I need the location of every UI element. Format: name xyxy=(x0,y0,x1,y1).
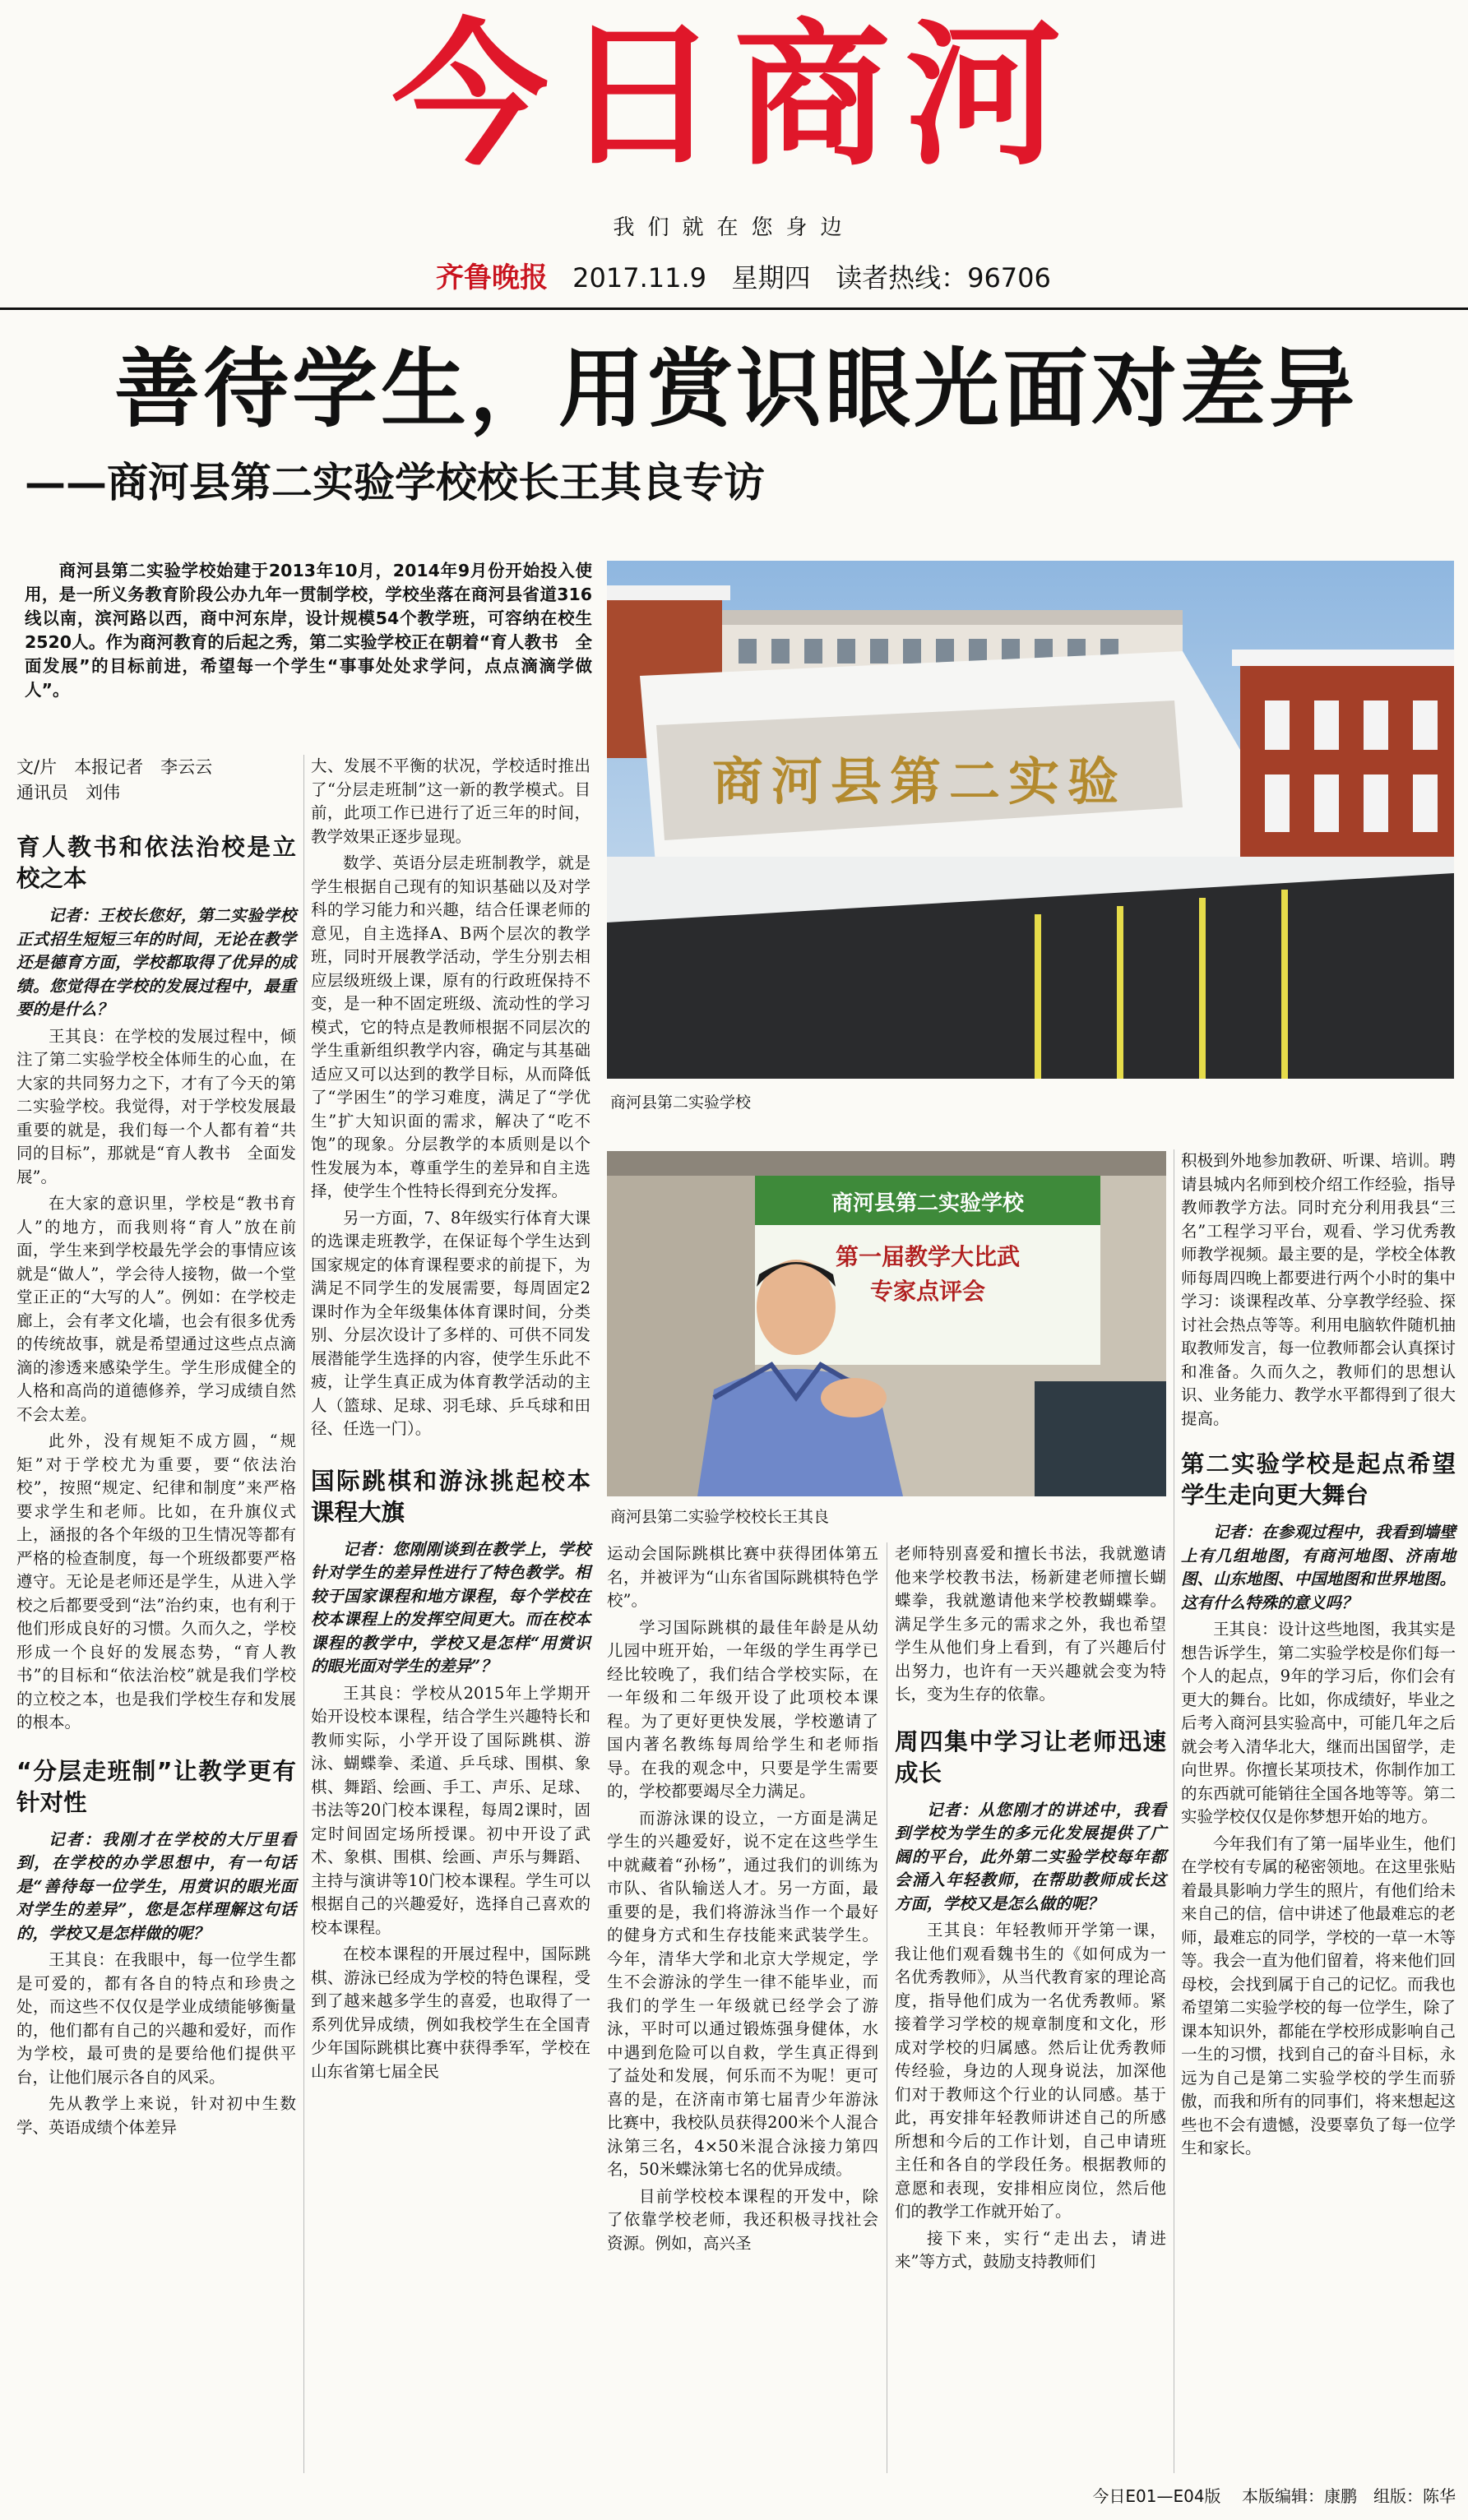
screen-subtitle-2: 专家点评会 xyxy=(869,1278,986,1305)
masthead-title: 今日商河 xyxy=(391,5,1077,187)
masthead-info xyxy=(436,255,1176,294)
school-photo-image xyxy=(607,561,1454,1079)
question-4: 记者：从您刚才的讲述中，我看到学校为学生的多元化发展提供了广阔的平台，此外第二实验学校每年都会涌入年轻教师，在帮助教师成长这方面，学校又是怎么做的呢？ xyxy=(895,1800,1166,1913)
principal-photo xyxy=(607,1151,1166,1496)
page-footer xyxy=(1061,2483,1456,2507)
question-1: 记者：王校长您好，第二实验学校正式招生短短三年的时间，无论在教学还是德育方面，学校都取得了优异的成绩。您觉得在学校的发展过程中，最重要的是什么？ xyxy=(16,906,296,1019)
reader-hotline: 读者热线：96706 xyxy=(836,262,1051,294)
photo-caption-1: 商河县第二实验学校 xyxy=(610,1094,752,1112)
paragraph: 而游泳课的设立，一方面是满足学生的兴趣爱好，说不定在这些学生中就藏着“孙杨”，通过我们的训练为市队、省队输送人才。另一方面，最重要的是，我们将游泳当作一个最好的健身方式和生存技能来武装学生。今年，清华大学和北京大学规定，学生不会游泳的学生一律不能毕业，而我们的学生一年级就已经学会了游泳，平时可以通过锻炼强身健体，水中遇到危险可以自救，学生真正得到了益处和发展，何乐而不为呢！更可喜的是，在济南市第七届青少年游泳比赛中，我校队员获得200米个人混合泳第三名，4×50米混合泳接力第四名，50米蝶泳第七名的优异成绩。 xyxy=(607,1808,878,2179)
newspaper-logo: 齐鲁晚报 xyxy=(436,261,548,294)
paragraph: 在校本课程的开展过程中，国际跳棋、游泳已经成为学校的特色课程，受到了越来越多学生的喜爱，也取得了一系列优异成绩，例如我校学生在全国青少年国际跳棋比赛中获得季军，学校在山东省第七届全民 xyxy=(311,1944,590,2081)
school-photo xyxy=(607,561,1454,1079)
lead-paragraph xyxy=(25,559,592,702)
question-5: 记者：在参观过程中，我看到墙壁上有几组地图，有商河地图、济南地图、山东地图、中国地图和世界地图。这有什么特殊的意义吗？ xyxy=(1181,1523,1456,1612)
section-heading-2: “分层走班制”让教学更有针对性 xyxy=(16,1757,296,1816)
answer-3: 王其良：学校从2015年上学期开始开设校本课程，结合学生兴趣特长和教师实际，小学开设了国际跳棋、游泳、蝴蝶拳、柔道、乒乓球、围棋、象棋、舞蹈、绘画、手工、声乐、足球、书法等20门校本课程，每周2课时，固定时间固定场所授课。初中开设了武术、象棋、围棋、绘画、声乐与舞蹈、主持与演讲等10门校本课程。学生可以根据自己的兴趣爱好，选择自己喜欢的校本课程。 xyxy=(311,1683,590,1937)
paragraph: 接下来，实行“走出去，请进来”等方式，鼓励支持教师们 xyxy=(895,2228,1166,2271)
column-divider xyxy=(303,755,304,2473)
masthead-slogan: 我们就在您身边 xyxy=(613,215,855,240)
paragraph: 先从教学上来说，针对初中生数学、英语成绩个体差异 xyxy=(16,2094,296,2137)
section-heading-3: 国际跳棋和游泳挑起校本课程大旗 xyxy=(311,1467,590,1526)
byline-correspondent: 通讯员 刘伟 xyxy=(16,783,120,802)
main-headline: 善待学生，用赏识眼光面对差异 xyxy=(113,338,1358,439)
column-1 xyxy=(16,755,296,2143)
question-3: 记者：您刚刚谈到在教学上，学校针对学生的差异性进行了特色教学。相较于国家课程和地方课程，每个学校在校本课程上的发挥空间更大。而在校本课程的教学中，学校又是怎样“用赏识的眼光面对学生的差异”？ xyxy=(311,1539,590,1676)
paragraph: 老师特别喜爱和擅长书法，我就邀请他来学校教书法，杨新建老师擅长蝴蝶拳，我就邀请他来学校教蝴蝶拳。满足学生多元的需求之外，我也希望学生从他们身上看到，有了兴趣后付出努力，也许有一天兴趣就会变为特长，变为生存的依靠。 xyxy=(895,1544,1166,1704)
paragraph: 大、发展不平衡的状况，学校适时推出了“分层走班制”这一新的教学模式。目前，此项工作已进行了近三年的时间，教学效果正逐步显现。 xyxy=(311,756,590,846)
screen-subtitle-1: 第一届教学大比武 xyxy=(835,1243,1021,1270)
issue-weekday: 星期四 xyxy=(731,262,811,294)
issue-date: 2017.11.9 xyxy=(572,262,707,294)
school-sign-text: 商河县第二实验 xyxy=(711,751,1128,811)
byline-reporter: 文/片 本报记者 李云云 xyxy=(16,757,213,777)
answer-5: 王其良：设计这些地图，我其实是想告诉学生，第二实验学校是你们每一个人的起点，9年的学习后，你们会有更大的舞台。比如，你成绩好，毕业之后考入商河县实验高中，可能几年之后就会考入清华北大，继而出国留学，走向世界。你擅长某项技术，你制作加工的东西就可能销往全国各地等等。第二实验学校仅仅是你梦想开始的地方。 xyxy=(1181,1620,1456,1826)
paragraph: 另一方面，7、8年级实行体育大课的选课走班教学，在保证每个学生达到国家规定的体育课程要求的前提下，为满足不同学生的发展需要，每周固定2课时作为全年级集体体育课时间，分类别、分层次设计了多样的、可供不同发展潜能学生选择的内容，使学生乐此不疲，让学生真正成为体育教学活动的主人（篮球、足球、羽毛球、乒乓球和田径、任选一门）。 xyxy=(311,1208,590,1438)
paragraph: 今年我们有了第一届毕业生，他们在学校有专属的秘密领地。在这里张贴着最具影响力学生的照片，有他们给未来自己的信，信中讲述了他最难忘的老师，最难忘的同学，学校的一草一木等等。我会一直为他们留着，将来他们回母校，会找到属于自己的记忆。而我也希望第二实验学校的每一位学生，除了课本知识外，都能在学校形成影响自己一生的习惯，找到自己的奋斗目标，永远为自己是第二实验学校的学生而骄傲，而我和所有的同事们，将来想起这些也不会有遗憾，没要辜负了每一位学生和家长。 xyxy=(1181,1833,1456,2157)
paragraph: 积极到外地参加教研、听课、培训。聘请县城内名师到校介绍工作经验，指导教师教学方法。同时充分利用我县“三名”工程学习平台，观看、学习优秀教师教学视频。最主要的是，学校全体教师每周四晚上都要进行两个小时的集中学习：谈课程改革、分享教学经验、探讨社会热点等等。利用电脑软件随机抽取教师发言，每一位教师都会认真探讨和准备。久而久之，教师们的思想认识、业务能力、教学水平都得到了很大提高。 xyxy=(1181,1151,1456,1428)
answer-1: 王其良：在学校的发展过程中，倾注了第二实验学校全体师生的心血，在大家的共同努力之下，才有了今天的第二实验学校。我觉得，对于学校发展最重要的就是，我们每一个人都有着“共同的目标”，那就是“育人教书 全面发展”。 xyxy=(16,1026,296,1186)
paragraph: 此外，没有规矩不成方圆，“规矩”对于学校尤为重要，要“依法治校”，按照“规定、纪律和制度”来严格要求学生和老师。比如，在升旗仪式上，涵报的各个年级的卫生情况等都有严格的检查制度，每一个班级都要严格遵守。无论是老师还是学生，从进入学校之后都要受到“法”治约束，也有利于他们形成良好的习惯。久而久之，学校形成一个良好的发展态势，“育人教书”的目标和“依法治校”就是我们学校的立校之本，也是我们学校生存和发展的根本。 xyxy=(16,1431,296,1732)
lead-text: 商河县第二实验学校始建于2013年10月，2014年9月份开始投入使用，是一所义务教育阶段公办九年一贯制学校，学校坐落在商河县省道316线以南，滨河路以西，商中河东岸，设计规模54个教学班，可容纳在校生2520人。作为商河教育的后起之秀，第二实验学校正在朝着“育人教书 全面发展”的目标前进，希望每一个学生“事事处处求学问，点点滴滴学做人”。 xyxy=(25,561,592,700)
edition-label: 今日E01—E04版 xyxy=(1092,2486,1221,2506)
section-heading-1: 育人教书和依法治校是立校之本 xyxy=(16,834,296,892)
section-heading-5: 第二实验学校是起点希望学生走向更大舞台 xyxy=(1181,1450,1456,1509)
column-3 xyxy=(607,1542,878,2259)
photo-caption-2: 商河县第二实验学校校长王其良 xyxy=(610,1508,830,1526)
paragraph: 学习国际跳棋的最佳年龄是从幼儿园中班开始，一年级的学生再学已经比较晚了，我们结合学校实际，在一年级和二年级开设了此项校本课程。为了更好更快发展，学校邀请了国内著名教练每周给学生和老师指导。在我的观念中，只要是学生需要的，学校都要竭尽全力满足。 xyxy=(607,1617,878,1801)
paragraph: 运动会国际跳棋比赛中获得团体第五名，并被评为“山东省国际跳棋特色学校”。 xyxy=(607,1544,878,1610)
column-5 xyxy=(1181,1149,1456,2164)
paragraph: 在大家的意识里，学校是“教书育人”的地方，而我则将“育人”放在前面，学生来到学校最先学会的事情应该就是“做人”，学会待人接物，做一个堂堂正正的“大写的人”。例如：在学校走廊上，会有孝文化墙，也会有很多优秀的传统故事，就是希望通过这些点点滴滴的渗透来感染学生。学生形成健全的人格和高尚的道德修养，学习成绩自然不会太差。 xyxy=(16,1194,296,1424)
masthead-divider xyxy=(0,307,1468,310)
paragraph: 数学、英语分层走班制教学，就是学生根据自己现有的知识基础以及对学科的学习能力和兴趣，结合任课老师的意见，自主选择A、B两个层次的教学班，同时开展教学活动，学生分别去相应层级班级上课，原有的行政班保持不变，是一种不固定班级、流动性的学习模式，它的特点是教师根据不同层次的学生重新组织教学内容，确定与其基础适应又可以达到的教学目标，从而降低了“学困生”的学习难度，满足了“学优生”扩大知识面的需求，解决了“吃不饱”的现象。分层教学的本质则是以个性发展为本，尊重学生的差异和自主选择，使学生个性特长得到充分发挥。 xyxy=(311,853,590,1200)
sub-headline: ——商河县第二实验学校校长王其良专访 xyxy=(25,458,765,506)
column-4 xyxy=(895,1542,1166,2277)
editor-credit: 本版编辑：康鹏 组版：陈华 xyxy=(1242,2486,1456,2506)
section-heading-4: 周四集中学习让老师迅速成长 xyxy=(895,1727,1166,1787)
answer-2: 王其良：在我眼中，每一位学生都是可爱的，都有各自的特点和珍贵之处，而这些不仅仅是学业成绩能够衡量的，他们都有自己的兴趣和爱好，而作为学校，最可贵的是要给他们提供平台，让他们展示各自的风采。 xyxy=(16,1950,296,2087)
paragraph: 目前学校校本课程的开发中，除了依靠学校老师，我还积极寻找社会资源。例如，高兴圣 xyxy=(607,2186,878,2253)
principal-photo-image xyxy=(607,1151,1166,1496)
answer-4: 王其良：年轻教师开学第一课，我让他们观看魏书生的《如何成为一名优秀教师》，从当代教育家的理论高度，指导他们成为一名优秀教师。紧接着学习学校的规章制度和文化，形成对学校的归属感。然后让优秀教师传经验，身边的人现身说法，加深他们对于教师这个行业的认同感。基于此，再安排年轻教师讲述自己的所感所想和今后的工作计划，自己申请班主任和各自的学段任务。根据教师的意愿和表现，安排相应岗位，然后他们的教学工作就开始了。 xyxy=(895,1921,1166,2221)
screen-title: 商河县第二实验学校 xyxy=(831,1191,1025,1216)
question-2: 记者：我刚才在学校的大厅里看到，在学校的办学思想中，有一句话是“善待每一位学生，用赏识的眼光面对学生的差异”，您是怎样理解这句话的，学校又是怎样做的呢？ xyxy=(16,1829,296,1943)
column-2 xyxy=(311,755,590,2087)
